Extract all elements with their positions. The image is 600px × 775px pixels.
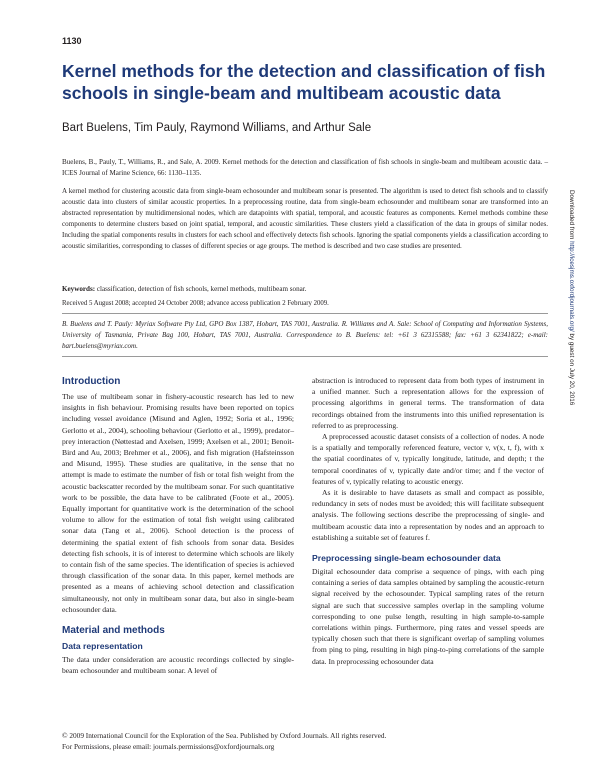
author-affiliation: B. Buelens and T. Pauly: Myriax Software Pty Ltd, GPO Box 1387, Hobart, TAS 7001, Australia. R. Williams and A. Sale: School of Computing and Information Systems, University of Tasmania, Private Bag 100, Hobart, TAS 7001, Australia. Correspondence to B. Buelens: tel: +61 3 62315588; fax: +61 3 62341822; e-mail: bart.buelens@myriax.com. — [62, 320, 548, 350]
keywords-label: Keywords: — [62, 285, 96, 293]
paragraph: As it is desirable to have datasets as small and compact as possible, redundancy in sets of nodes must be avoided; this will facilitate subsequent analysis. The following sections describe the preprocessing of single- and multibeam acoustic data into a representation by nodes and an approach to establishing a suitable set of features f. — [312, 488, 544, 542]
permissions-notice: For Permissions, please email: journals.permissions@oxfordjournals.org — [62, 742, 275, 751]
introduction-heading: Introduction — [62, 376, 121, 387]
data-representation-text: The data under consideration are acoustic recordings collected by single-beam echosounder and multibeam sonar. A level of — [62, 655, 294, 676]
page-number: 1130 — [62, 36, 82, 46]
article-title: Kernel methods for the detection and classification of fish schools in single-beam and multibeam acoustic data — [62, 61, 546, 103]
divider-top — [62, 313, 548, 314]
preprocessing-text: Digital echosounder data comprise a sequence of pings, with each ping containing a series of data samples obtained by sampling the acoustic-return signal received by the echosounder. Typical sampling rates of the return signal are such that successive samples overlap in the sampling volume corresponding to one pulse length, resulting in high sample-to-sample correlations within pings. Furthermore, ping rates and vessel speeds are typically chosen such that there is significant overlap of sampling volumes from ping to ping, resulting in high ping-to-ping correlations of the sample data. In preprocessing echosounder data — [312, 567, 544, 666]
right-column — [312, 375, 544, 667]
download-watermark — [568, 190, 575, 405]
citation: Buelens, B., Pauly, T., Williams, R., and Sale, A. 2009. Kernel methods for the detection and classification of fish schools in single-beam and multibeam acoustic data. – ICES Journal of Marine Science, 66: 1130–1135. — [62, 158, 548, 177]
keywords-text: classification, detection of fish schools, kernel methods, multibeam sonar. — [96, 285, 307, 293]
download-url-link[interactable]: http://icesjms.oxfordjournals.org/ — [568, 241, 575, 332]
footer — [62, 730, 548, 752]
keywords — [62, 285, 548, 293]
received-dates: Received 5 August 2008; accepted 24 October 2008; advance access publication 2 February 2009. — [62, 300, 329, 307]
paragraph: abstraction is introduced to represent data from both types of instrument in a unified manner. Such a representation allows for the expression of processing algorithms in general terms. The transformation of data recordings obtained from the instruments into this unified representation is referred to as preprocessing. — [312, 376, 544, 430]
author-list: Bart Buelens, Tim Pauly, Raymond Williams, and Arthur Sale — [62, 122, 372, 134]
copyright-notice: © 2009 International Council for the Exploration of the Sea. Published by Oxford Journals. All rights reserved. — [62, 731, 387, 740]
download-prefix: Downloaded from — [568, 190, 575, 242]
left-column — [62, 375, 294, 676]
data-representation-heading: Data representation — [62, 641, 143, 652]
download-suffix: by guest on July 20, 2016 — [568, 331, 575, 406]
paragraph: A preprocessed acoustic dataset consists of a collection of nodes. A node is a spatially and temporally referenced feature, vector v, v(x, t, f), with x the spatial coordinates of v, typically longitude, latitude, and depth; t the temporal coordinates of v, typically date and/or time; and f the vector of features of v, typically relating to acoustic energy. — [312, 432, 544, 486]
abstract: A kernel method for clustering acoustic data from single-beam echosounder and multibeam sonar is presented. The algorithm is used to detect fish schools and to classify acoustic data into clusters of similar acoustic properties. In a preprocessing routine, data from single-beam echosounder and multibeam sonar are transformed into an abstracted representation by multidimensional nodes, which are datapoints with spatial, temporal, and acoustic features as components. Kernel methods combine these components to determine clusters based on joint spatial, temporal, and acoustic similarities. These clusters yield a classification of the data in groups of similar nodes. Including the spatial components results in clusters for each school and effectively detects fish schools. Ignoring the spatial components yields a classification according to acoustic similarities, corresponding to classes of different species or age groups. The method is described and two case studies are presented. — [62, 187, 548, 250]
preprocessing-heading: Preprocessing single-beam echosounder data — [312, 553, 501, 564]
divider-bottom — [62, 356, 548, 357]
methods-heading: Material and methods — [62, 625, 165, 637]
introduction-text: The use of multibeam sonar in fishery-acoustic research has led to new insights in fish behaviour. Promising results have been reported on topics including vessel avoidance (Misund and Aglen, 1992; Soria et al., 1996; Gerlotto et al., 2004), schooling behaviour (Gerlotto et al., 1999), predator–prey interaction (Nøttestad and Axelsen, 1999; Axelsen et al., 2001; Benoit-Bird and Au, 2003; Brehmer et al., 2006), and fish migration (Hafsteinsson and Misund, 1995). These studies are qualitative, in the sense that no attempt is made to estimate the number of fish or total fish weight from the acoustic backscatter recorded by the multibeam sonar. For such quantitative work to be possible, the data have to be calibrated (Foote et al., 2005). Equally important for quantitative work is the determination of the school volume to allow for the estimation of total fish weight using calibrated sonar data (Tang et al., 2006). School detection is the process of determining the spatial extent of fish schools from sonar data. Besides detecting fish schools, it is of interest to determine which schools are likely to contain fish of the same species. The identification of species is achieved through classification of the sonar data. In this paper, kernel methods are presented as a means of achieving school detection and classification simultaneously, not only in multibeam sonar data, but also in single-beam echosounder data. — [62, 392, 294, 614]
